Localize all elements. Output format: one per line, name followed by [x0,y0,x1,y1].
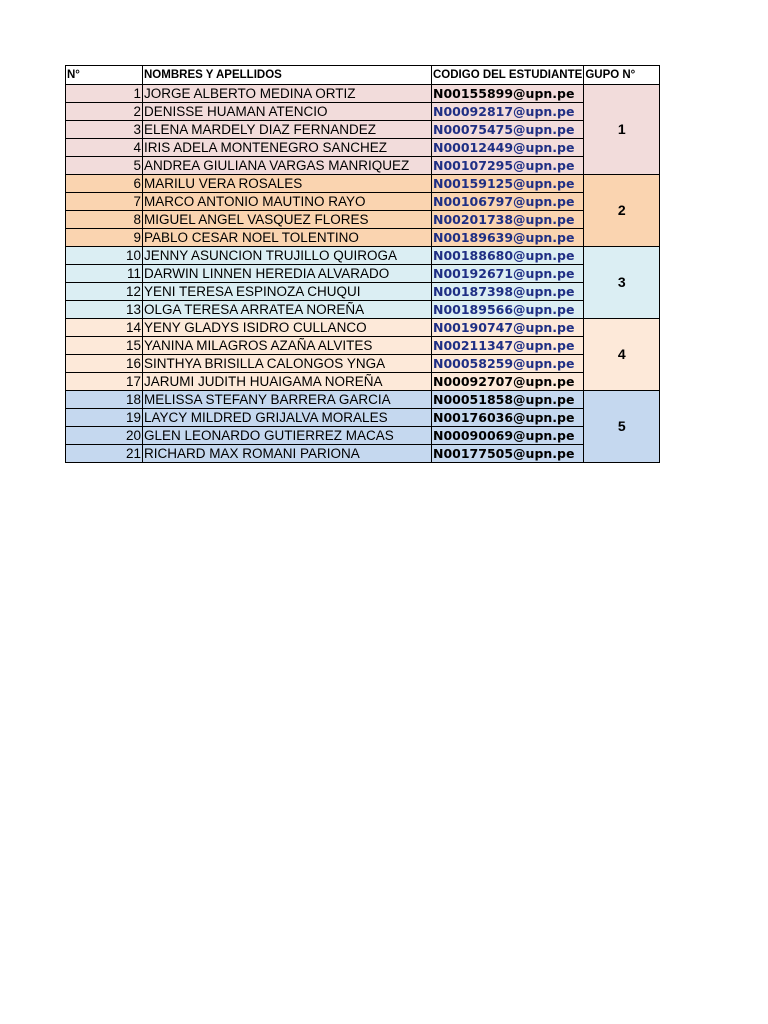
student-name: ELENA MARDELY DIAZ FERNANDEZ [143,121,432,139]
student-name: YANINA MILAGROS AZAÑA ALVITES [143,337,432,355]
student-code: N00090069@upn.pe [432,427,584,445]
group-number: 1 [584,85,660,175]
table-body [66,66,660,463]
table-row [66,355,660,373]
row-number: 12 [66,283,143,301]
row-number: 5 [66,157,143,175]
student-name: GLEN LEONARDO GUTIERREZ MACAS [143,427,432,445]
row-number: 21 [66,445,143,463]
student-name: OLGA TERESA ARRATEA NOREÑA [143,301,432,319]
student-name: YENI TERESA ESPINOZA CHUQUI [143,283,432,301]
student-name: JENNY ASUNCION TRUJILLO QUIROGA [143,247,432,265]
row-number: 13 [66,301,143,319]
table-row [66,445,660,463]
group-number: 2 [584,175,660,247]
table-row [66,283,660,301]
student-name: RICHARD MAX ROMANI PARIONA [143,445,432,463]
row-number: 20 [66,427,143,445]
table-row [66,391,660,409]
student-code: N00106797@upn.pe [432,193,584,211]
table-row [66,373,660,391]
student-code: N00192671@upn.pe [432,265,584,283]
student-name: SINTHYA BRISILLA CALONGOS YNGA [143,355,432,373]
student-code: N00012449@upn.pe [432,139,584,157]
student-name: JARUMI JUDITH HUAIGAMA NOREÑA [143,373,432,391]
student-name: IRIS ADELA MONTENEGRO SANCHEZ [143,139,432,157]
table-row [66,211,660,229]
header-name: NOMBRES Y APELLIDOS [143,66,432,85]
student-code: N00159125@upn.pe [432,175,584,193]
row-number: 15 [66,337,143,355]
header-num: N° [66,66,143,85]
table-row [66,229,660,247]
student-code: N00058259@upn.pe [432,355,584,373]
student-code: N00051858@upn.pe [432,391,584,409]
row-number: 19 [66,409,143,427]
table-row [66,175,660,193]
student-code: N00092817@upn.pe [432,103,584,121]
row-number: 3 [66,121,143,139]
student-name: ANDREA GIULIANA VARGAS MANRIQUEZ [143,157,432,175]
student-code: N00201738@upn.pe [432,211,584,229]
student-name: MIGUEL ANGEL VASQUEZ FLORES [143,211,432,229]
header-code: CODIGO DEL ESTUDIANTE [432,66,584,85]
table-row [66,85,660,103]
row-number: 16 [66,355,143,373]
student-name: LAYCY MILDRED GRIJALVA MORALES [143,409,432,427]
student-code: N00155899@upn.pe [432,85,584,103]
student-code: N00211347@upn.pe [432,337,584,355]
row-number: 10 [66,247,143,265]
table-row [66,157,660,175]
row-number: 18 [66,391,143,409]
table-row [66,319,660,337]
table-row [66,103,660,121]
row-number: 17 [66,373,143,391]
table-row [66,139,660,157]
group-number: 4 [584,319,660,391]
student-name: YENY GLADYS ISIDRO CULLANCO [143,319,432,337]
row-number: 4 [66,139,143,157]
row-number: 7 [66,193,143,211]
student-code: N00190747@upn.pe [432,319,584,337]
table-row [66,427,660,445]
student-code: N00176036@upn.pe [432,409,584,427]
header-group: GUPO N° [584,66,660,85]
table-row [66,409,660,427]
student-code: N00187398@upn.pe [432,283,584,301]
student-code: N00107295@upn.pe [432,157,584,175]
group-number: 3 [584,247,660,319]
table-row [66,193,660,211]
student-code: N00189639@upn.pe [432,229,584,247]
student-code: N00188680@upn.pe [432,247,584,265]
table-row [66,337,660,355]
student-name: MARILU VERA ROSALES [143,175,432,193]
student-name: PABLO CESAR NOEL TOLENTINO [143,229,432,247]
row-number: 8 [66,211,143,229]
row-number: 14 [66,319,143,337]
table-row [66,121,660,139]
row-number: 11 [66,265,143,283]
header-row [66,66,660,85]
table-row [66,301,660,319]
student-code: N00177505@upn.pe [432,445,584,463]
student-name: DARWIN LINNEN HEREDIA ALVARADO [143,265,432,283]
student-name: MELISSA STEFANY BARRERA GARCIA [143,391,432,409]
student-groups-table [65,65,660,463]
student-name: JORGE ALBERTO MEDINA ORTIZ [143,85,432,103]
table-row [66,265,660,283]
table-row [66,247,660,265]
student-name: DENISSE HUAMAN ATENCIO [143,103,432,121]
row-number: 1 [66,85,143,103]
row-number: 9 [66,229,143,247]
row-number: 6 [66,175,143,193]
student-code: N00092707@upn.pe [432,373,584,391]
row-number: 2 [66,103,143,121]
group-number: 5 [584,391,660,463]
student-name: MARCO ANTONIO MAUTINO RAYO [143,193,432,211]
student-code: N00075475@upn.pe [432,121,584,139]
student-code: N00189566@upn.pe [432,301,584,319]
